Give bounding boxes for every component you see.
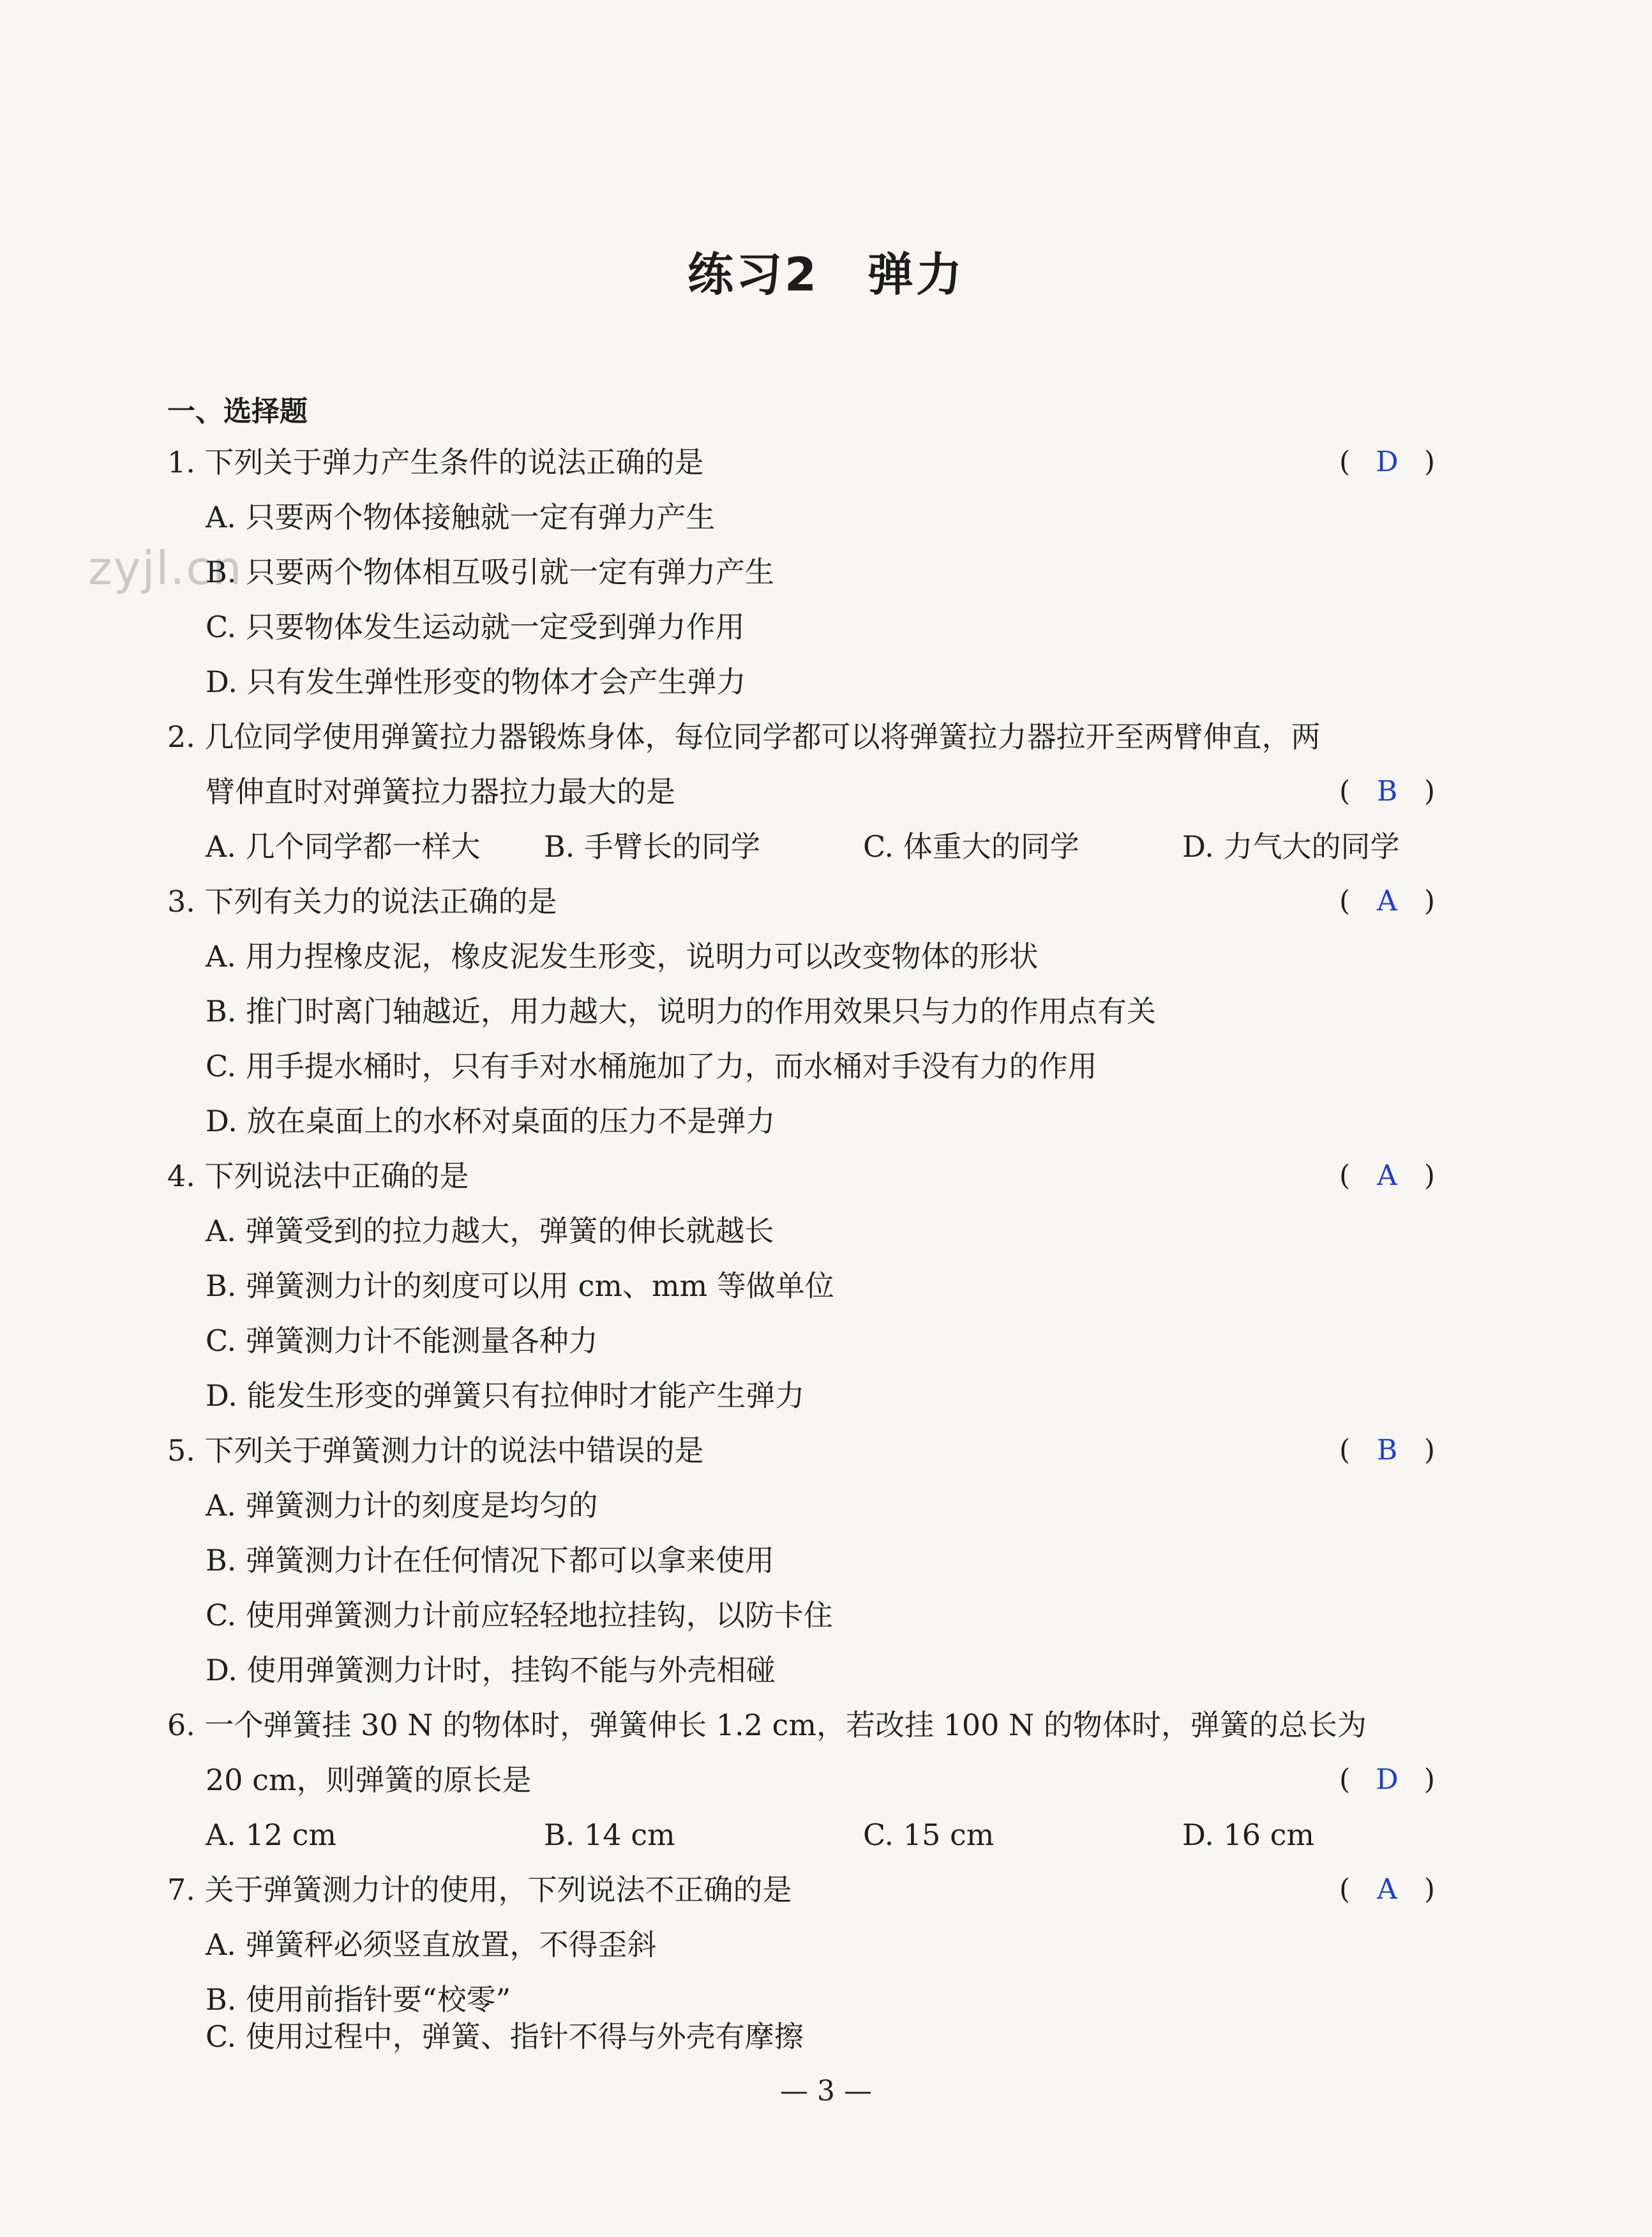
question-2-option-c: C. 体重大的同学 — [863, 829, 1079, 864]
bracket-close: ) — [1423, 775, 1435, 808]
question-6-option-d: D. 16 cm — [1182, 1818, 1315, 1852]
question-5-answer — [1339, 1431, 1435, 1470]
question-4-option-c: C. 弹簧测力计不能测量各种力 — [206, 1323, 598, 1358]
question-4-option-b: B. 弹簧测力计的刻度可以用 cm、mm 等做单位 — [206, 1269, 834, 1303]
question-4-option-d: D. 能发生形变的弹簧只有拉伸时才能产生弹力 — [206, 1378, 805, 1413]
answer-letter: A — [1377, 1873, 1397, 1906]
question-5-option-b: B. 弹簧测力计在任何情况下都可以拿来使用 — [206, 1543, 775, 1578]
question-5-option-d: D. 使用弹簧测力计时，挂钩不能与外壳相碰 — [206, 1653, 776, 1687]
question-1-option-b: B. 只要两个物体相互吸引就一定有弹力产生 — [206, 555, 775, 589]
question-2-option-b: B. 手臂长的同学 — [544, 829, 761, 864]
question-6-option-c: C. 15 cm — [863, 1818, 995, 1852]
question-2-answer — [1339, 772, 1435, 811]
watermark: zyjl.cn — [88, 541, 243, 595]
answer-letter: B — [1376, 1434, 1398, 1466]
question-3-option-d: D. 放在桌面上的水杯对桌面的压力不是弹力 — [206, 1104, 776, 1138]
bracket-close: ) — [1423, 1159, 1435, 1192]
question-4-stem: 4. 下列说法中正确的是 — [167, 1159, 469, 1193]
answer-letter: A — [1377, 885, 1397, 917]
bracket-open: ( — [1339, 1763, 1351, 1796]
bracket-open: ( — [1339, 775, 1351, 808]
question-6-answer — [1339, 1761, 1435, 1799]
question-5-stem: 5. 下列关于弹簧测力计的说法中错误的是 — [167, 1433, 704, 1468]
bracket-close: ) — [1423, 1763, 1435, 1796]
question-3-option-a: A. 用力捏橡皮泥，橡皮泥发生形变，说明力可以改变物体的形状 — [206, 939, 1039, 974]
question-6-stem-line-2: 20 cm，则弹簧的原长是 — [206, 1763, 532, 1797]
question-1-option-c: C. 只要物体发生运动就一定受到弹力作用 — [206, 610, 745, 644]
bracket-open: ( — [1339, 1159, 1351, 1192]
bracket-open: ( — [1339, 1873, 1351, 1906]
question-2-stem-line-1: 2. 几位同学使用弹簧拉力器锻炼身体，每位同学都可以将弹簧拉力器拉开至两臂伸直，两 — [167, 719, 1321, 754]
question-7-option-c: C. 使用过程中，弹簧、指针不得与外壳有摩擦 — [206, 2019, 804, 2054]
question-7-stem: 7. 关于弹簧测力计的使用，下列说法不正确的是 — [167, 1872, 792, 1907]
page-number: — 3 — — [780, 2075, 872, 2107]
bracket-close: ) — [1423, 446, 1435, 478]
bracket-open: ( — [1339, 446, 1351, 478]
bracket-open: ( — [1339, 1434, 1351, 1466]
bracket-close: ) — [1423, 1873, 1435, 1906]
question-2-option-d: D. 力气大的同学 — [1182, 829, 1400, 864]
question-7-answer — [1339, 1871, 1435, 1909]
bracket-close: ) — [1423, 1434, 1435, 1466]
question-1-option-a: A. 只要两个物体接触就一定有弹力产生 — [206, 500, 716, 534]
answer-letter: A — [1377, 1159, 1397, 1192]
question-5-option-c: C. 使用弹簧测力计前应轻轻地拉挂钩，以防卡住 — [206, 1598, 833, 1632]
question-2-option-a: A. 几个同学都一样大 — [206, 829, 481, 864]
question-4-option-a: A. 弹簧受到的拉力越大，弹簧的伸长就越长 — [206, 1214, 774, 1248]
question-3-answer — [1339, 882, 1435, 921]
question-3-option-b: B. 推门时离门轴越近，用力越大，说明力的作用效果只与力的作用点有关 — [206, 994, 1157, 1028]
question-7-option-b: B. 使用前指针要“校零” — [206, 1982, 511, 2017]
question-6-stem-line-1: 6. 一个弹簧挂 30 N 的物体时，弹簧伸长 1.2 cm，若改挂 100 N 的物体时，弹簧的总长为 — [167, 1708, 1367, 1742]
answer-letter: D — [1376, 1763, 1399, 1796]
question-3-option-c: C. 用手提水桶时，只有手对水桶施加了力，而水桶对手没有力的作用 — [206, 1049, 1097, 1083]
answer-letter: B — [1376, 775, 1398, 808]
question-5-option-a: A. 弹簧测力计的刻度是均匀的 — [206, 1488, 598, 1523]
question-3-stem: 3. 下列有关力的说法正确的是 — [167, 884, 557, 919]
page-title: 练习2 弹力 — [687, 248, 965, 301]
question-4-answer — [1339, 1157, 1435, 1195]
bracket-open: ( — [1339, 885, 1351, 917]
question-1-answer — [1339, 443, 1435, 481]
question-1-option-d: D. 只有发生弹性形变的物体才会产生弹力 — [206, 665, 746, 699]
question-6-option-a: A. 12 cm — [206, 1818, 337, 1852]
question-2-stem-line-2: 臂伸直时对弹簧拉力器拉力最大的是 — [206, 774, 675, 809]
question-6-option-b: B. 14 cm — [544, 1818, 675, 1852]
section-heading: 一、选择题 — [167, 395, 308, 428]
bracket-close: ) — [1423, 885, 1435, 917]
question-7-option-a: A. 弹簧秤必须竖直放置，不得歪斜 — [206, 1927, 657, 1962]
question-1-stem: 1. 下列关于弹力产生条件的说法正确的是 — [167, 445, 704, 479]
answer-letter: D — [1376, 446, 1399, 478]
